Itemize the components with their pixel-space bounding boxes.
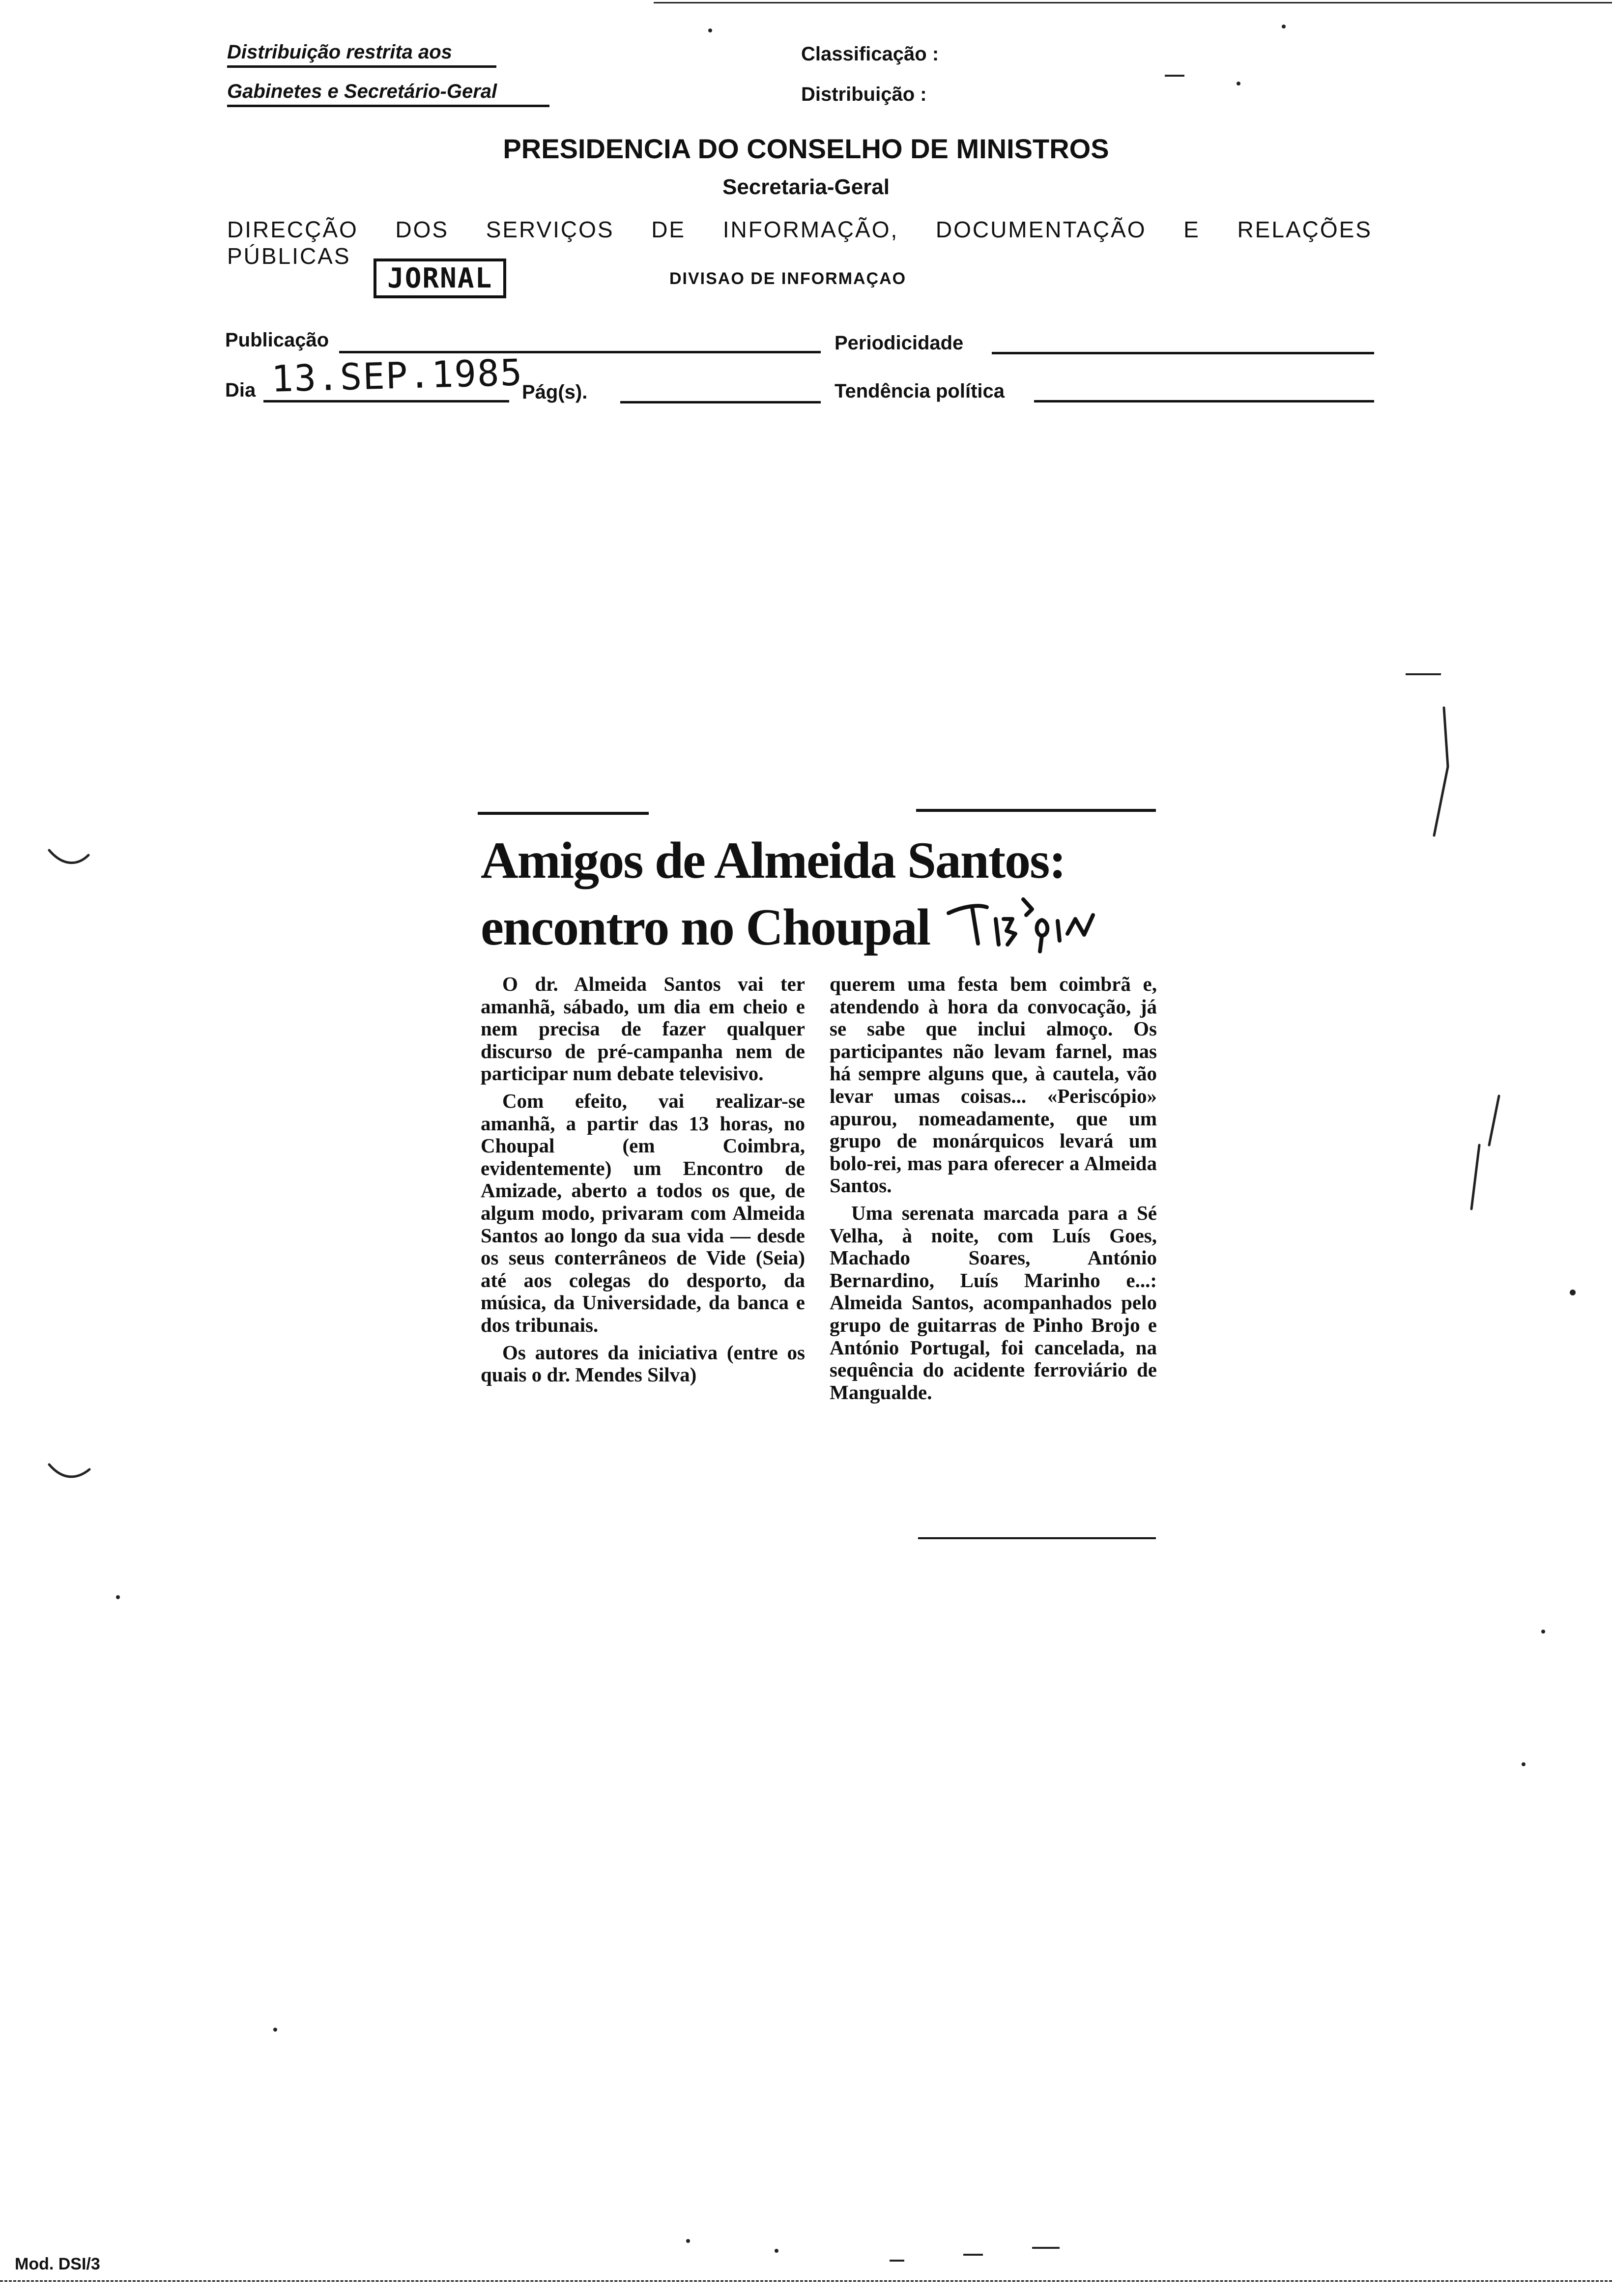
article-headline-line-1: Amigos de Almeida Santos:	[481, 832, 1065, 889]
day-label: Dia	[225, 379, 256, 401]
article-paragraph: querem uma festa bem coimbrã e, atendendo à hora da convocação, já se sabe que inclui almoço. Os participantes não levam farnel, mas há sempre alguns que, à cautela, vão levar umas coisas... «Periscópio» apurou, nomeadamente, que um grupo de monárquicos levará um bolo-rei, mas para oferecer a Almeida Santos.	[830, 973, 1157, 1197]
periodicity-label: Periodicidade	[835, 332, 964, 354]
classification-label: Classificação :	[801, 43, 939, 65]
article-paragraph: O dr. Almeida Santos vai ter amanhã, sábado, um dia em cheio e nem precisa de fazer qualquer discurso de pré-campanha nem de participar num debate televisivo.	[481, 973, 805, 1085]
day-value-stamp: 13.SEP.1985	[270, 351, 524, 401]
direction-line: DIRECÇÃO DOS SERVIÇOS DE INFORMAÇÃO, DOCUMENTAÇÃO E RELAÇÕES PÚBLICAS	[227, 217, 1372, 269]
article-paragraph: Os autores da iniciativa (entre os quais o dr. Mendes Silva)	[481, 1341, 805, 1386]
political-tendency-label: Tendência política	[835, 380, 1005, 402]
article-paragraph: Com efeito, vai realizar-se amanhã, a partir das 13 horas, no Choupal (em Coimbra, evidentemente) um Encontro de Amizade, aberto a todos os que, de algum modo, privaram com Almeida Santos ao longo da sua vida — desde os seus conterrâneos de Vide (Seia) até aos colegas do desporto, da música, da Universidade, da banca e dos tribunais.	[481, 1089, 805, 1336]
restricted-distribution-line-2: Gabinetes e Secretário-Geral	[227, 81, 549, 107]
pages-label: Pág(s).	[522, 381, 588, 403]
division-label: DIVISAO DE INFORMAÇAO	[669, 269, 907, 288]
publication-label: Publicação	[225, 329, 329, 351]
distribution-label: Distribuição :	[801, 84, 927, 105]
page-subtitle: Secretaria-Geral	[722, 175, 890, 199]
article-paragraph: Uma serenata marcada para a Sé Velha, à noite, com Luís Goes, Machado Soares, António Bernardino, Luís Marinho e...: Almeida Santos, acompanhados pelo grupo de guitarras de Pinho Brojo e António Portugal, foi cancelada, na sequência do acidente ferroviário de Mangualde.	[830, 1201, 1157, 1404]
restricted-distribution-line-1: Distribuição restrita aos	[227, 41, 496, 68]
page-title: PRESIDENCIA DO CONSELHO DE MINISTROS	[503, 133, 1109, 164]
form-model-code: Mod. DSI/3	[15, 2255, 100, 2273]
article-headline-line-2: encontro no Choupal	[481, 898, 930, 956]
jornal-stamp: JORNAL	[374, 258, 506, 298]
